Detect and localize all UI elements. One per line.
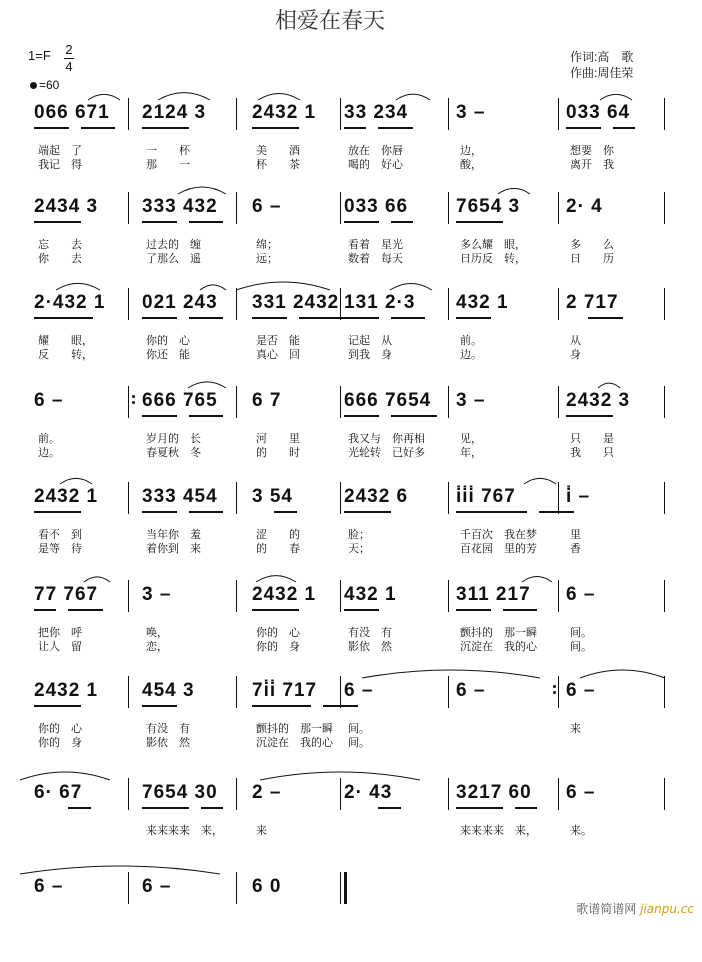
barline — [236, 386, 237, 418]
lyric-verse-2: 你还 能 — [146, 348, 190, 361]
watermark-cn: 歌谱简谱网 — [576, 902, 637, 916]
measure-notes: 6· 67 — [34, 782, 83, 803]
slur-arc — [390, 284, 432, 291]
lyric-verse-2: 身 — [570, 348, 581, 361]
lyric-verse-1: 一 杯 — [146, 144, 190, 157]
lyric-verse-2: 沉淀在 我的心 — [256, 736, 333, 749]
beam-line — [142, 221, 177, 223]
measure-notes: 2· 4 — [566, 196, 603, 217]
measure-notes: 6 – — [456, 680, 486, 701]
lyric-verse-1: 想要 你 — [570, 144, 614, 157]
lyric-verse-1: 看不 到 — [38, 528, 82, 541]
staff-row — [0, 872, 702, 962]
measure-notes: 3 – — [456, 390, 486, 411]
lyric-verse-2: 间。 — [570, 640, 592, 653]
lyric-verse-2: 了那么 遥 — [146, 252, 201, 265]
measure-notes: 021 243 — [142, 292, 218, 313]
measure-notes: 2124 3 — [142, 102, 207, 123]
lyric-verse-1: 当年你 羞 — [146, 528, 201, 541]
lyric-verse-2: 着你到 来 — [146, 542, 201, 555]
lyric-verse-1: 有没 有 — [348, 626, 392, 639]
beam-line — [344, 415, 379, 417]
beam-line — [323, 705, 358, 707]
barline — [128, 872, 129, 904]
barline — [448, 98, 449, 130]
barline — [128, 192, 129, 224]
measure-notes: 6 – — [566, 782, 596, 803]
lyric-verse-2: 你的 身 — [256, 640, 300, 653]
barline — [664, 98, 665, 130]
lyric-verse-1: 河 里 — [256, 432, 300, 445]
beam-line — [34, 609, 56, 611]
lyric-verse-1: 耀 眼， — [38, 334, 93, 347]
measure-notes: 2 717 — [566, 292, 619, 313]
lyric-verse-1: 见， — [460, 432, 482, 445]
barline — [236, 98, 237, 130]
lyric-verse-1: 岁月的 长 — [146, 432, 201, 445]
measure-notes: 454 3 — [142, 680, 195, 701]
lyric-verse-2: 光轮转 已好多 — [348, 446, 425, 459]
lyric-verse-2: 你 去 — [38, 252, 82, 265]
slur-arc — [20, 772, 110, 780]
barline — [448, 386, 449, 418]
barline — [448, 192, 449, 224]
lyric-verse-1: 放在 你唇 — [348, 144, 403, 157]
watermark-en: jianpu.cc — [640, 902, 694, 916]
barline — [340, 778, 341, 810]
barline — [236, 482, 237, 514]
staff-row — [0, 98, 702, 188]
beam-line — [539, 511, 574, 513]
barline — [558, 98, 559, 130]
barline — [558, 676, 559, 708]
lyric-verse-2: 真心 回 — [256, 348, 300, 361]
time-signature — [64, 42, 74, 75]
lyric-verse-1: 唤， — [146, 626, 168, 639]
measure-notes: 7654 3 — [456, 196, 521, 217]
lyric-verse-2: 沉淀在 我的心 — [460, 640, 537, 653]
measure-notes: 2 – — [252, 782, 282, 803]
slur-arc — [524, 478, 556, 484]
lyric-verse-2: 边。 — [38, 446, 60, 459]
lyric-verse-2: 反 转， — [38, 348, 93, 361]
beam-line — [274, 511, 296, 513]
lyric-verse-1: 绵； — [256, 238, 278, 251]
staff-row — [0, 778, 702, 868]
beam-line — [189, 415, 224, 417]
slur-arc — [258, 94, 300, 101]
barline — [340, 482, 341, 514]
tempo-value: =60 — [39, 78, 60, 92]
barline — [558, 778, 559, 810]
measure-notes: 2432 1 — [252, 584, 317, 605]
measure-notes: 6 – — [252, 196, 282, 217]
barline — [558, 386, 559, 418]
beam-line — [81, 127, 116, 129]
slur-arc — [598, 383, 620, 388]
lyric-verse-1: 颤抖的 那一瞬 — [256, 722, 333, 735]
measure-notes: 333 454 — [142, 486, 218, 507]
lyric-verse-1: 忘 去 — [38, 238, 82, 251]
lyric-verse-1: 里 — [570, 528, 581, 541]
measure-notes: i̇ – — [566, 486, 591, 507]
beam-line — [566, 415, 613, 417]
beam-line — [34, 511, 81, 513]
lyric-verse-2: 我记 得 — [38, 158, 82, 171]
lyric-verse-1: 你的 心 — [38, 722, 82, 735]
final-barline — [344, 872, 347, 904]
lyric-verse-1: 你的 心 — [146, 334, 190, 347]
measure-notes: 2432 1 — [34, 680, 99, 701]
measure-notes: 432 1 — [344, 584, 397, 605]
beam-line — [201, 807, 223, 809]
barline — [340, 580, 341, 612]
lyric-verse-2: 离开 我 — [570, 158, 614, 171]
barline — [448, 580, 449, 612]
measure-notes: 6 7 — [252, 390, 282, 411]
lyric-verse-1: 过去的 缠 — [146, 238, 201, 251]
lyric-verse-1: 看着 星光 — [348, 238, 403, 251]
slur-arc — [178, 187, 226, 194]
slur-arc — [158, 93, 210, 100]
lyric-verse-2: 的 时 — [256, 446, 300, 459]
beam-line — [68, 807, 90, 809]
lyric-verse-1: 前。 — [460, 334, 482, 347]
beam-line — [344, 317, 379, 319]
measure-notes: 6 – — [34, 390, 64, 411]
slur-arc — [600, 94, 632, 100]
measure-notes: 066 671 — [34, 102, 110, 123]
lyric-verse-2: 年， — [460, 446, 482, 459]
lyric-verse-1: 千百次 我在梦 — [460, 528, 537, 541]
barline — [558, 580, 559, 612]
beam-line — [515, 807, 537, 809]
barline — [558, 288, 559, 320]
barline — [448, 676, 449, 708]
lyric-verse-2: 日 历 — [570, 252, 614, 265]
measure-notes: 311 217 — [456, 584, 531, 605]
measure-notes: 6 – — [566, 584, 596, 605]
measure-notes: 33 234 — [344, 102, 409, 123]
beam-line — [142, 127, 189, 129]
barline — [664, 778, 665, 810]
lyric-verse-2: 是等 待 — [38, 542, 82, 555]
measure-notes: 2432 3 — [566, 390, 631, 411]
lyric-verse-1: 你的 心 — [256, 626, 300, 639]
lyric-verse-1: 把你 呼 — [38, 626, 82, 639]
beam-line — [344, 511, 391, 513]
barline — [128, 580, 129, 612]
lyric-verse-1: 来 — [570, 722, 581, 735]
measure-notes: 6 – — [142, 876, 172, 897]
repeat-sign-close — [553, 682, 557, 702]
barline — [128, 676, 129, 708]
beam-line — [252, 609, 299, 611]
measure-notes: 033 64 — [566, 102, 631, 123]
lyric-verse-1: 端起 了 — [38, 144, 82, 157]
slur-arc — [236, 282, 330, 290]
slur-arc — [580, 670, 665, 678]
lyric-verse-2: 远； — [256, 252, 278, 265]
lyric-verse-1: 记起 从 — [348, 334, 392, 347]
time-top: 2 — [65, 42, 73, 57]
lyric-verse-1: 边， — [460, 144, 482, 157]
beam-line — [378, 807, 400, 809]
measure-notes: 2432 1 — [252, 102, 317, 123]
beam-line — [391, 415, 438, 417]
measure-notes: 2432 6 — [344, 486, 409, 507]
staff-row — [0, 482, 702, 572]
slur-arc — [188, 382, 226, 388]
lyric-verse-1: 多 么 — [570, 238, 614, 251]
barline — [664, 580, 665, 612]
lyric-verse-2: 天； — [348, 542, 370, 555]
barline — [664, 676, 665, 708]
slur-arc — [362, 670, 540, 678]
beam-line — [456, 807, 503, 809]
lyric-verse-2: 恋， — [146, 640, 168, 653]
barline — [664, 288, 665, 320]
barline — [236, 872, 237, 904]
lyric-verse-2: 你的 身 — [38, 736, 82, 749]
key-signature: 1=F — [28, 48, 51, 63]
barline — [236, 288, 237, 320]
lyric-verse-2: 让人 留 — [38, 640, 82, 653]
barline — [340, 872, 341, 904]
measure-notes: 3 – — [456, 102, 486, 123]
beam-line — [34, 705, 81, 707]
lyric-verse-2: 酸， — [460, 158, 482, 171]
barline — [340, 676, 341, 708]
beam-line — [344, 127, 366, 129]
lyric-verse-1: 前。 — [38, 432, 60, 445]
slur-arc — [498, 188, 530, 194]
quarter-note-icon — [30, 82, 37, 89]
measure-notes: 6 – — [566, 680, 596, 701]
barline — [236, 778, 237, 810]
measure-notes: 131 2·3 — [344, 292, 416, 313]
slur-arc — [56, 283, 100, 290]
lyric-verse-2: 影依 然 — [348, 640, 392, 653]
beam-line — [142, 807, 189, 809]
barline — [128, 98, 129, 130]
barline — [340, 288, 341, 320]
measure-notes: 7i̇i̇ 717 — [252, 680, 318, 701]
lyric-verse-1: 是否 能 — [256, 334, 300, 347]
beam-line — [456, 609, 491, 611]
lyric-verse-1: 间。 — [348, 722, 370, 735]
staff-row — [0, 192, 702, 282]
beam-line — [566, 127, 601, 129]
slur-arc — [256, 576, 296, 582]
lyric-verse-1: 脸； — [348, 528, 370, 541]
beam-line — [142, 317, 177, 319]
slur-arc — [396, 94, 430, 100]
lyric-verse-2: 影依 然 — [146, 736, 190, 749]
barline — [448, 778, 449, 810]
measure-notes: 3 – — [142, 584, 172, 605]
measure-notes: 333 432 — [142, 196, 218, 217]
beam-line — [391, 317, 426, 319]
measure-notes: 2432 1 — [34, 486, 99, 507]
beam-line — [378, 127, 413, 129]
slur-arc — [88, 94, 120, 100]
tempo-marking — [30, 78, 59, 92]
beam-line — [34, 317, 93, 319]
barline — [664, 192, 665, 224]
measure-notes: 2434 3 — [34, 196, 99, 217]
barline — [340, 386, 341, 418]
song-title: 相爱在春天 — [274, 9, 385, 34]
barline — [128, 288, 129, 320]
lyric-verse-1: 多么耀 眼， — [460, 238, 526, 251]
lyric-verse-2: 春夏秋 冬 — [146, 446, 201, 459]
barline — [236, 580, 237, 612]
measure-notes: 77 767 — [34, 584, 99, 605]
staff-row — [0, 288, 702, 378]
slur-arc — [200, 285, 226, 290]
beam-line — [34, 221, 81, 223]
staff-row — [0, 676, 702, 766]
barline — [448, 288, 449, 320]
lyric-verse-2: 数着 每天 — [348, 252, 403, 265]
barline — [340, 98, 341, 130]
beam-line — [391, 221, 413, 223]
beam-line — [456, 511, 527, 513]
measure-notes: 033 66 — [344, 196, 409, 217]
measure-notes: 2·432 1 — [34, 292, 106, 313]
beam-line — [344, 609, 379, 611]
barline — [664, 386, 665, 418]
barline — [128, 386, 129, 418]
barline — [340, 192, 341, 224]
lyric-verse-2: 那 一 — [146, 158, 190, 171]
lyric-verse-1: 间。 — [570, 626, 592, 639]
slur-arc — [522, 577, 552, 583]
lyric-verse-1: 我又与 你再相 — [348, 432, 425, 445]
watermark — [576, 900, 694, 917]
lyric-verse-1: 来。 — [570, 824, 592, 837]
measure-notes: i̇i̇i̇ 767 — [456, 486, 516, 507]
beam-line — [189, 221, 224, 223]
measure-notes: 331 2432 — [252, 292, 340, 313]
beam-line — [252, 127, 299, 129]
lyric-verse-2: 边。 — [460, 348, 482, 361]
staff-row — [0, 580, 702, 670]
lyric-verse-1: 有没 有 — [146, 722, 190, 735]
measure-notes: 6 – — [344, 680, 374, 701]
slur-arc — [60, 478, 92, 484]
beam-line — [252, 317, 287, 319]
lyricist-credit: 作词:高 歌 — [570, 50, 634, 64]
repeat-sign-open — [132, 392, 136, 412]
time-bottom: 4 — [65, 59, 73, 74]
beam-line — [189, 511, 224, 513]
beam-line — [142, 415, 177, 417]
lyric-verse-1: 美 酒 — [256, 144, 300, 157]
lyric-verse-2: 香 — [570, 542, 581, 555]
beam-line — [344, 221, 379, 223]
lyric-verse-1: 涩 的 — [256, 528, 300, 541]
beam-line — [252, 705, 311, 707]
beam-line — [456, 221, 503, 223]
measure-notes: 3 54 — [252, 486, 293, 507]
lyric-verse-2: 杯 茶 — [256, 158, 300, 171]
composer-credit: 作曲:周佳荣 — [570, 66, 634, 80]
beam-line — [68, 609, 103, 611]
lyric-verse-1: 颤抖的 那一瞬 — [460, 626, 537, 639]
staff-row — [0, 386, 702, 476]
slur-layer — [0, 872, 702, 962]
lyric-verse-2: 间。 — [348, 736, 370, 749]
lyric-verse-2: 百花园 里的芳 — [460, 542, 537, 555]
slur-arc — [84, 577, 110, 582]
beam-line — [189, 317, 224, 319]
barline — [558, 482, 559, 514]
beam-line — [142, 705, 177, 707]
measure-notes: 6 – — [34, 876, 64, 897]
lyric-verse-1: 来 — [256, 824, 267, 837]
measure-notes: 432 1 — [456, 292, 509, 313]
lyric-verse-1: 来来来来 来， — [460, 824, 537, 837]
barline — [558, 192, 559, 224]
barline — [236, 676, 237, 708]
barline — [128, 482, 129, 514]
beam-line — [456, 317, 491, 319]
barline — [236, 192, 237, 224]
barline — [664, 482, 665, 514]
lyric-verse-1: 只 是 — [570, 432, 614, 445]
beam-line — [299, 317, 346, 319]
measure-notes: 666 7654 — [344, 390, 432, 411]
barline — [128, 778, 129, 810]
beam-line — [503, 609, 538, 611]
lyric-verse-2: 的 春 — [256, 542, 300, 555]
beam-line — [142, 511, 177, 513]
lyric-verse-2: 我 只 — [570, 446, 614, 459]
measure-notes: 6 0 — [252, 876, 282, 897]
lyric-verse-2: 日历反 转， — [460, 252, 526, 265]
beam-line — [34, 127, 69, 129]
measure-notes: 7654 30 — [142, 782, 218, 803]
lyric-verse-1: 来来来来 来， — [146, 824, 223, 837]
measure-notes: 3217 60 — [456, 782, 532, 803]
lyric-verse-2: 到我 身 — [348, 348, 392, 361]
lyric-verse-1: 从 — [570, 334, 581, 347]
barline — [448, 482, 449, 514]
beam-line — [613, 127, 635, 129]
beam-line — [588, 317, 623, 319]
measure-notes: 2· 43 — [344, 782, 393, 803]
measure-notes: 666 765 — [142, 390, 218, 411]
lyric-verse-2: 喝的 好心 — [348, 158, 403, 171]
